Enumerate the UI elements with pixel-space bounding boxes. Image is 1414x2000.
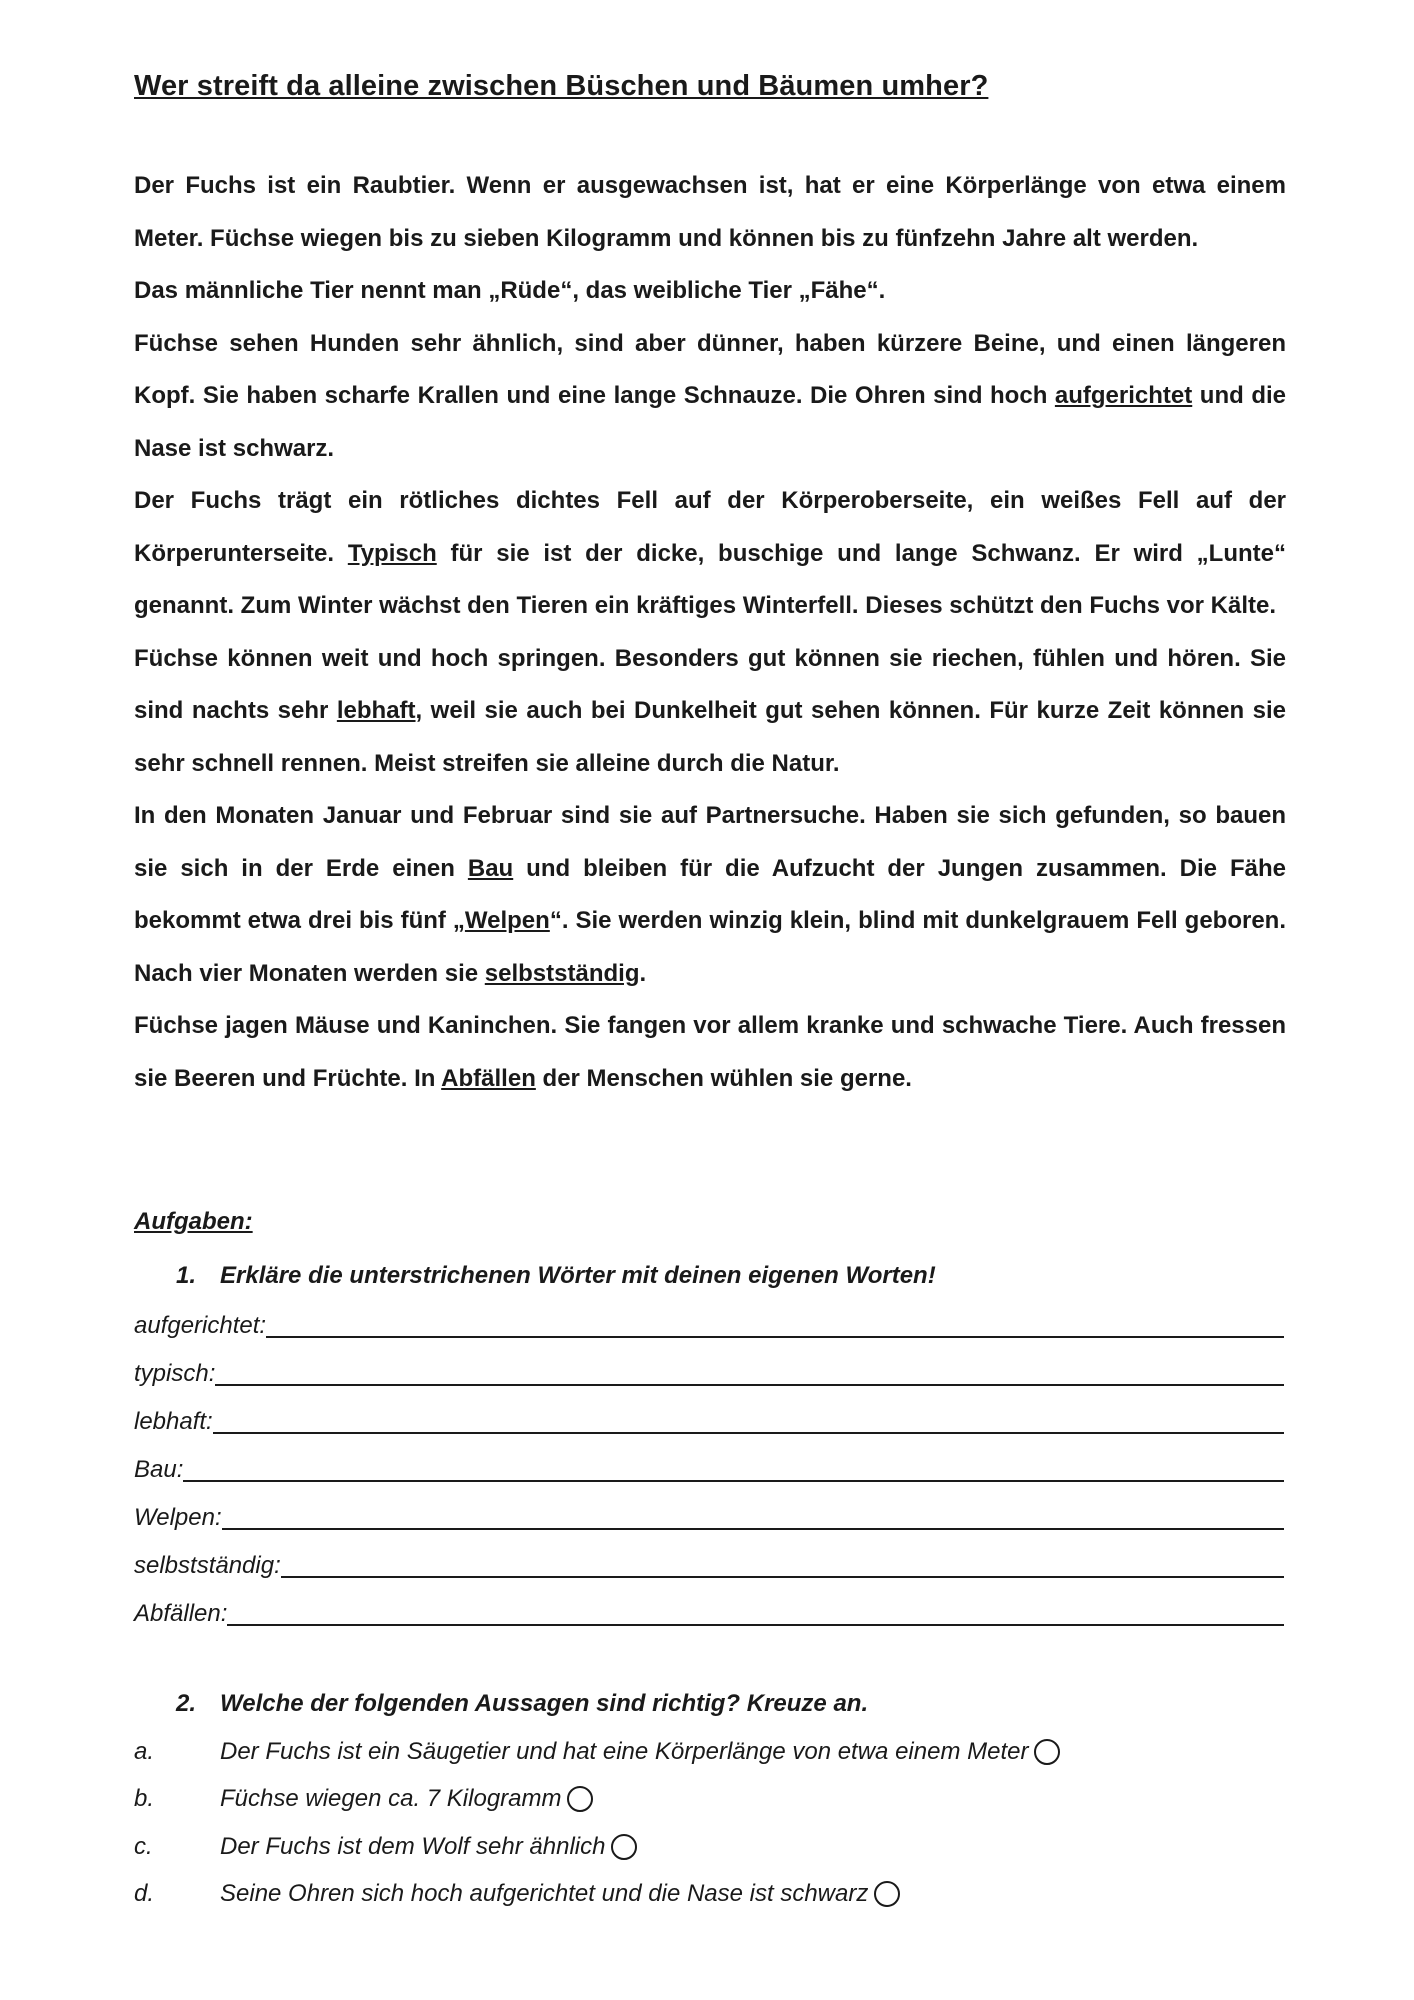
answer-line[interactable] [215,1354,1284,1386]
task-2-number: 2. [176,1690,197,1717]
task-2-text: Welche der folgenden Aussagen sind richtig? Kreuze an. [220,1690,869,1717]
checkbox-circle-icon[interactable] [567,1786,593,1812]
answer-row-aufgerichtet [134,1304,1284,1352]
tasks-heading: Aufgaben: [134,1208,253,1235]
underlined-word-lebhaft: lebhaft [336,697,416,724]
paragraph-6-text-b: und bleiben für die Aufzucht der Jungen zusammen. Die Fähe bekommt etwa drei bis fünf „ [134,854,1286,934]
paragraph-1: Der Fuchs ist ein Raubtier. Wenn er ausgewachsen ist, hat er eine Körperlänge von etwa einem Meter. Füchse wiegen bis zu sieben Kilogramm und können bis zu fünfzehn Jahre alt werden. [134,172,1286,252]
answer-label: typisch: [134,1360,216,1387]
task-1-text: Erkläre die unterstrichenen Wörter mit deinen eigenen Worten! [220,1262,936,1289]
statement-c [134,1823,1060,1871]
answer-row-selbststaendig [134,1544,1284,1592]
paragraph-7-text-b: der Menschen wühlen sie gerne. [535,1064,912,1092]
statement-letter: b. [134,1785,155,1813]
answer-line[interactable] [266,1306,1284,1338]
answer-label: selbstständig: [134,1552,281,1579]
paragraph-3-text-a: Füchse sehen Hunden sehr ähnlich, sind aber dünner, haben kürzere Beine, und einen längeren Kopf. Sie haben scharfe Krallen und eine lange Schnauze. Die Ohren sind hoch [134,329,1286,409]
statement-text: Füchse wiegen ca. 7 Kilogramm [220,1785,562,1813]
reading-text [134,160,1286,1105]
checkbox-circle-icon[interactable] [611,1834,637,1860]
answer-row-bau [134,1448,1284,1496]
answer-row-lebhaft [134,1400,1284,1448]
underlined-word-typisch: Typisch [347,539,437,567]
answer-line[interactable] [213,1402,1284,1434]
checkbox-circle-icon[interactable] [874,1881,900,1907]
paragraph-7 [134,1000,1286,1105]
paragraph-3-text-b: und die Nase ist schwarz. [134,382,1286,462]
paragraph-4 [134,475,1286,633]
answer-line[interactable] [227,1594,1284,1626]
answer-row-typisch [134,1352,1284,1400]
statement-letter: c. [134,1832,153,1860]
statement-letter: a. [134,1737,155,1765]
paragraph-6 [134,790,1286,1000]
underlined-word-selbststaendig: selbstständig [484,959,640,987]
statement-a [134,1728,1060,1776]
answer-label: Bau: [134,1456,184,1483]
paragraph-4-text-a: Der Fuchs trägt ein rötliches dichtes Fell auf der Körperoberseite, ein weißes Fell auf der Körperunterseite. [134,487,1286,567]
statement-text: Der Fuchs ist dem Wolf sehr ähnlich [220,1832,606,1860]
answer-row-abfaellen [134,1592,1284,1640]
paragraph-4-text-b: für sie ist der dicke, buschige und lange Schwanz. Er wird „Lunte“ genannt. Zum Winter wächst den Tieren ein kräftiges Winterfell. Dieses schützt den Fuchs vor Kälte. [134,539,1286,619]
worksheet-title: Wer streift da alleine zwischen Büschen und Bäumen umher? [134,70,989,102]
task-1-number: 1. [176,1262,197,1289]
task-1-answer-lines [134,1304,1284,1640]
underlined-word-bau: Bau [467,854,514,882]
paragraph-5-text-a: Füchse können weit und hoch springen. Besonders gut können sie riechen, fühlen und hören. Sie sind nachts sehr [134,644,1286,724]
answer-line[interactable] [281,1546,1284,1578]
paragraph-5 [134,633,1286,791]
statement-b [134,1776,1060,1824]
answer-label: aufgerichtet: [134,1312,267,1339]
statement-text: Der Fuchs ist ein Säugetier und hat eine Körperlänge von etwa einem Meter [220,1737,1029,1765]
statement-letter: d. [134,1880,155,1908]
statement-d [134,1871,1060,1919]
answer-label: Abfällen: [134,1600,228,1627]
task-2-title [176,1690,868,1718]
answer-row-welpen [134,1496,1284,1544]
paragraph-5-text-b: , weil sie auch bei Dunkelheit gut sehen können. Für kurze Zeit können sie sehr schnell rennen. Meist streifen sie alleine durch die Natur. [134,697,1287,777]
paragraph-6-text-c: “. Sie werden winzig klein, blind mit dunkelgrauem Fell geboren. Nach vier Monaten werden sie [134,907,1286,987]
answer-label: lebhaft: [134,1408,213,1435]
underlined-word-welpen: Welpen [464,907,550,934]
paragraph-2: Das männliche Tier nennt man „Rüde“, das weibliche Tier „Fähe“. [134,277,886,304]
paragraph-7-text-a: Füchse jagen Mäuse und Kaninchen. Sie fangen vor allem kranke und schwache Tiere. Auch fressen sie Beeren und Früchte. In [134,1012,1286,1092]
checkbox-circle-icon[interactable] [1034,1739,1060,1765]
task-2-statements [134,1728,1060,1918]
answer-line[interactable] [222,1498,1284,1530]
paragraph-6-text-d: . [639,959,647,987]
paragraph-3 [134,318,1286,476]
underlined-word-aufgerichtet: aufgerichtet [1054,382,1193,409]
answer-line[interactable] [183,1450,1284,1482]
statement-text: Seine Ohren sich hoch aufgerichtet und die Nase ist schwarz [220,1880,869,1908]
underlined-word-abfaellen: Abfällen [441,1064,536,1092]
paragraph-6-text-a: In den Monaten Januar und Februar sind sie auf Partnersuche. Haben sie sich gefunden, so bauen sie sich in der Erde einen [134,802,1286,882]
answer-label: Welpen: [134,1504,222,1531]
task-1-title [176,1262,936,1290]
